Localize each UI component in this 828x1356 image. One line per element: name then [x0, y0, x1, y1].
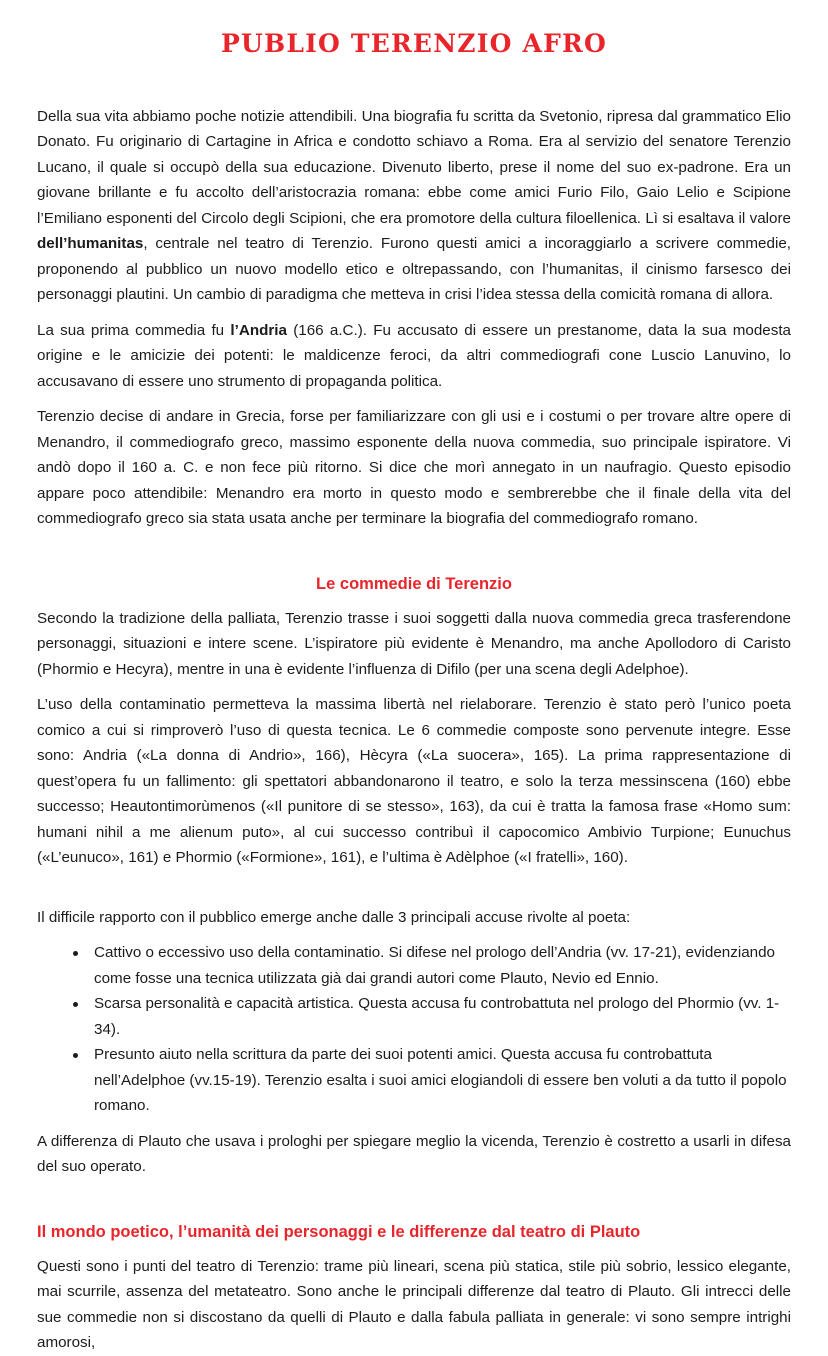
spacer	[37, 1180, 791, 1204]
paragraph-punti-teatro: Questi sono i punti del teatro di Terenzio: trame più lineari, scena più statica, stile più sobrio, lessico elegante, mai scurrile, assenza del metateatro. Sono anche le principali differenze dal teatro di Plauto. Gli intrecci delle sue commedie non si discostano da quelli di Plauto e dalla fabula palliata in generale: vi sono sempre intrighi amorosi,	[37, 1257, 791, 1351]
emphasis-andria: l’Andria	[230, 321, 287, 339]
spacer	[37, 1204, 791, 1220]
paragraph-text-part: (166 a.C.). Fu accusato di essere un prestanome, data la sua modesta origine e le amicizie dei potenti: le maldicenze feroci, da altri commediografi cone Luscio Lanuvino, lo accusavano di essere uno strumento di propaganda politica.	[37, 321, 791, 390]
spacer	[37, 682, 791, 692]
page-title: PUBLIO TERENZIO AFRO	[221, 29, 607, 58]
spacer	[37, 1119, 791, 1129]
emphasis-humanitas: dell’humanitas	[37, 235, 144, 252]
paragraph-text-part: Della sua vita abbiamo poche notizie attendibili. Una biografia fu scritta da Svetonio, ripresa dal grammatico Elio Donato. Fu originario di Cartagine in Africa e condotto schiavo a Roma. Era al servizio del senatore Terenzio Lucano, il quale si occupò della sua educazione. Divenuto liberto, prese il nome del suo ex-padrone. Era un giovane brillante e fu accolto dell’aristocrazia romana: ebbe come amici Furio Filo, Gaio Lelio e Scipione l’Emiliano esponenti del Circolo degli Scipioni, che era promotore della cultura filoellenica. Lì si esaltava il valore	[37, 107, 791, 227]
paragraph-text-part: , centrale nel teatro di Terenzio. Furono questi amici a incoraggiarlo a scrivere commedie, proponendo al pubblico un nuovo modello etico e oltrepassando, con l’humanitas, il cinismo farsesco dei personaggi plautini. Un cambio di paradigma che metteva in crisi l’idea stessa della comicità romana di allora.	[37, 235, 791, 303]
list-item: Presunto aiuto nella scrittura da parte dei suoi potenti amici. Questa accusa fu controbattuta nell’Adelphoe (vv.15-19). Terenzio esalta i suoi amici elogiandoli di essere ben voluti a da tutto il popolo romano.	[61, 1042, 791, 1119]
paragraph-andria	[37, 318, 791, 395]
spacer	[37, 930, 791, 940]
spacer	[37, 532, 791, 556]
spacer	[37, 1244, 791, 1254]
list-item: Cattivo o eccessivo uso della contaminatio. Si difese nel prologo dell’Andria (vv. 17-21), evidenziando come fosse una tecnica utilizzata già dai grandi autori come Plauto, Nevio ed Ennio.	[61, 940, 791, 991]
paragraph-grecia: Terenzio decise di andare in Grecia, forse per familiarizzare con gli usi e i costumi o per trovare altre opere di Menandro, il commediografo greco, massimo esponente della nuova commedia, suo principale ispiratore. Vi andò dopo il 160 a. C. e non fece più ritorno. Si dice che morì annegato in un naufragio. Questo episodio appare poco attendibile: Menandro era morto in questo modo e sembrerebbe che il finale della vita del commediografo greco sia stata usata anche per terminare la biografia del commediografo romano.	[37, 408, 791, 527]
spacer	[37, 895, 791, 905]
spacer	[37, 308, 791, 318]
paragraph-accuse-intro: Il difficile rapporto con il pubblico emerge anche dalle 3 principali accuse rivolte al poeta:	[37, 908, 631, 926]
paragraph-prologhi: A differenza di Plauto che usava i prologhi per spiegare meglio la vicenda, Terenzio è costretto a usarli in difesa del suo operato.	[37, 1132, 791, 1175]
spacer	[37, 596, 791, 606]
paragraph-biography	[37, 104, 791, 308]
spacer	[37, 871, 791, 895]
paragraph-contaminatio: L’uso della contaminatio permetteva la massima libertà nel rielaborare. Terenzio è stato però l’unico poeta comico a cui si rimproverò l’uso di questa tecnica. Le 6 commedie composte sono pervenute integre. Esse sono: Andria («La donna di Andrio», 166), Hècyra («La suocera», 165). La prima rappresentazione di quest’opera fu un fallimento: gli spettatori abbandonarono il teatro, e solo la terza messinscena (160) ebbe successo; Heautontimorùmenos («Il punitore di se stesso», 163), da cui è tratta la famosa frase «Homo sum: humani nihil a me alienum puto», al cui successo contribuì il capocomico Ambivio Turpione; Eunuchus («L’eunuco», 161) e Phormio («Formione», 161), e l’ultima è Adèlphoe («I fratelli», 160).	[37, 696, 791, 866]
document-content	[37, 0, 791, 1356]
accuse-list	[37, 940, 791, 1119]
section-heading-mondo-poetico: Il mondo poetico, l’umanità dei personaggi e le differenze dal teatro di Plauto	[37, 1222, 641, 1241]
spacer	[37, 394, 791, 404]
section-heading-commedie: Le commedie di Terenzio	[316, 574, 512, 593]
paragraph-palliata: Secondo la tradizione della palliata, Terenzio trasse i suoi soggetti dalla nuova commedia greca trasferendone personaggi, situazioni e intere scene. L’ispiratore più evidente è Menandro, ma anche Apollodoro di Caristo (Phormio e Hecyra), mentre in una è evidente l’influenza di Difilo (per una scena degli Adelphoe).	[37, 609, 791, 678]
list-item: Scarsa personalità e capacità artistica. Questa accusa fu controbattuta nel prologo del Phormio (vv. 1-34).	[61, 991, 791, 1042]
spacer	[37, 556, 791, 572]
spacer	[37, 58, 791, 104]
paragraph-text-part: La sua prima commedia fu	[37, 321, 231, 339]
